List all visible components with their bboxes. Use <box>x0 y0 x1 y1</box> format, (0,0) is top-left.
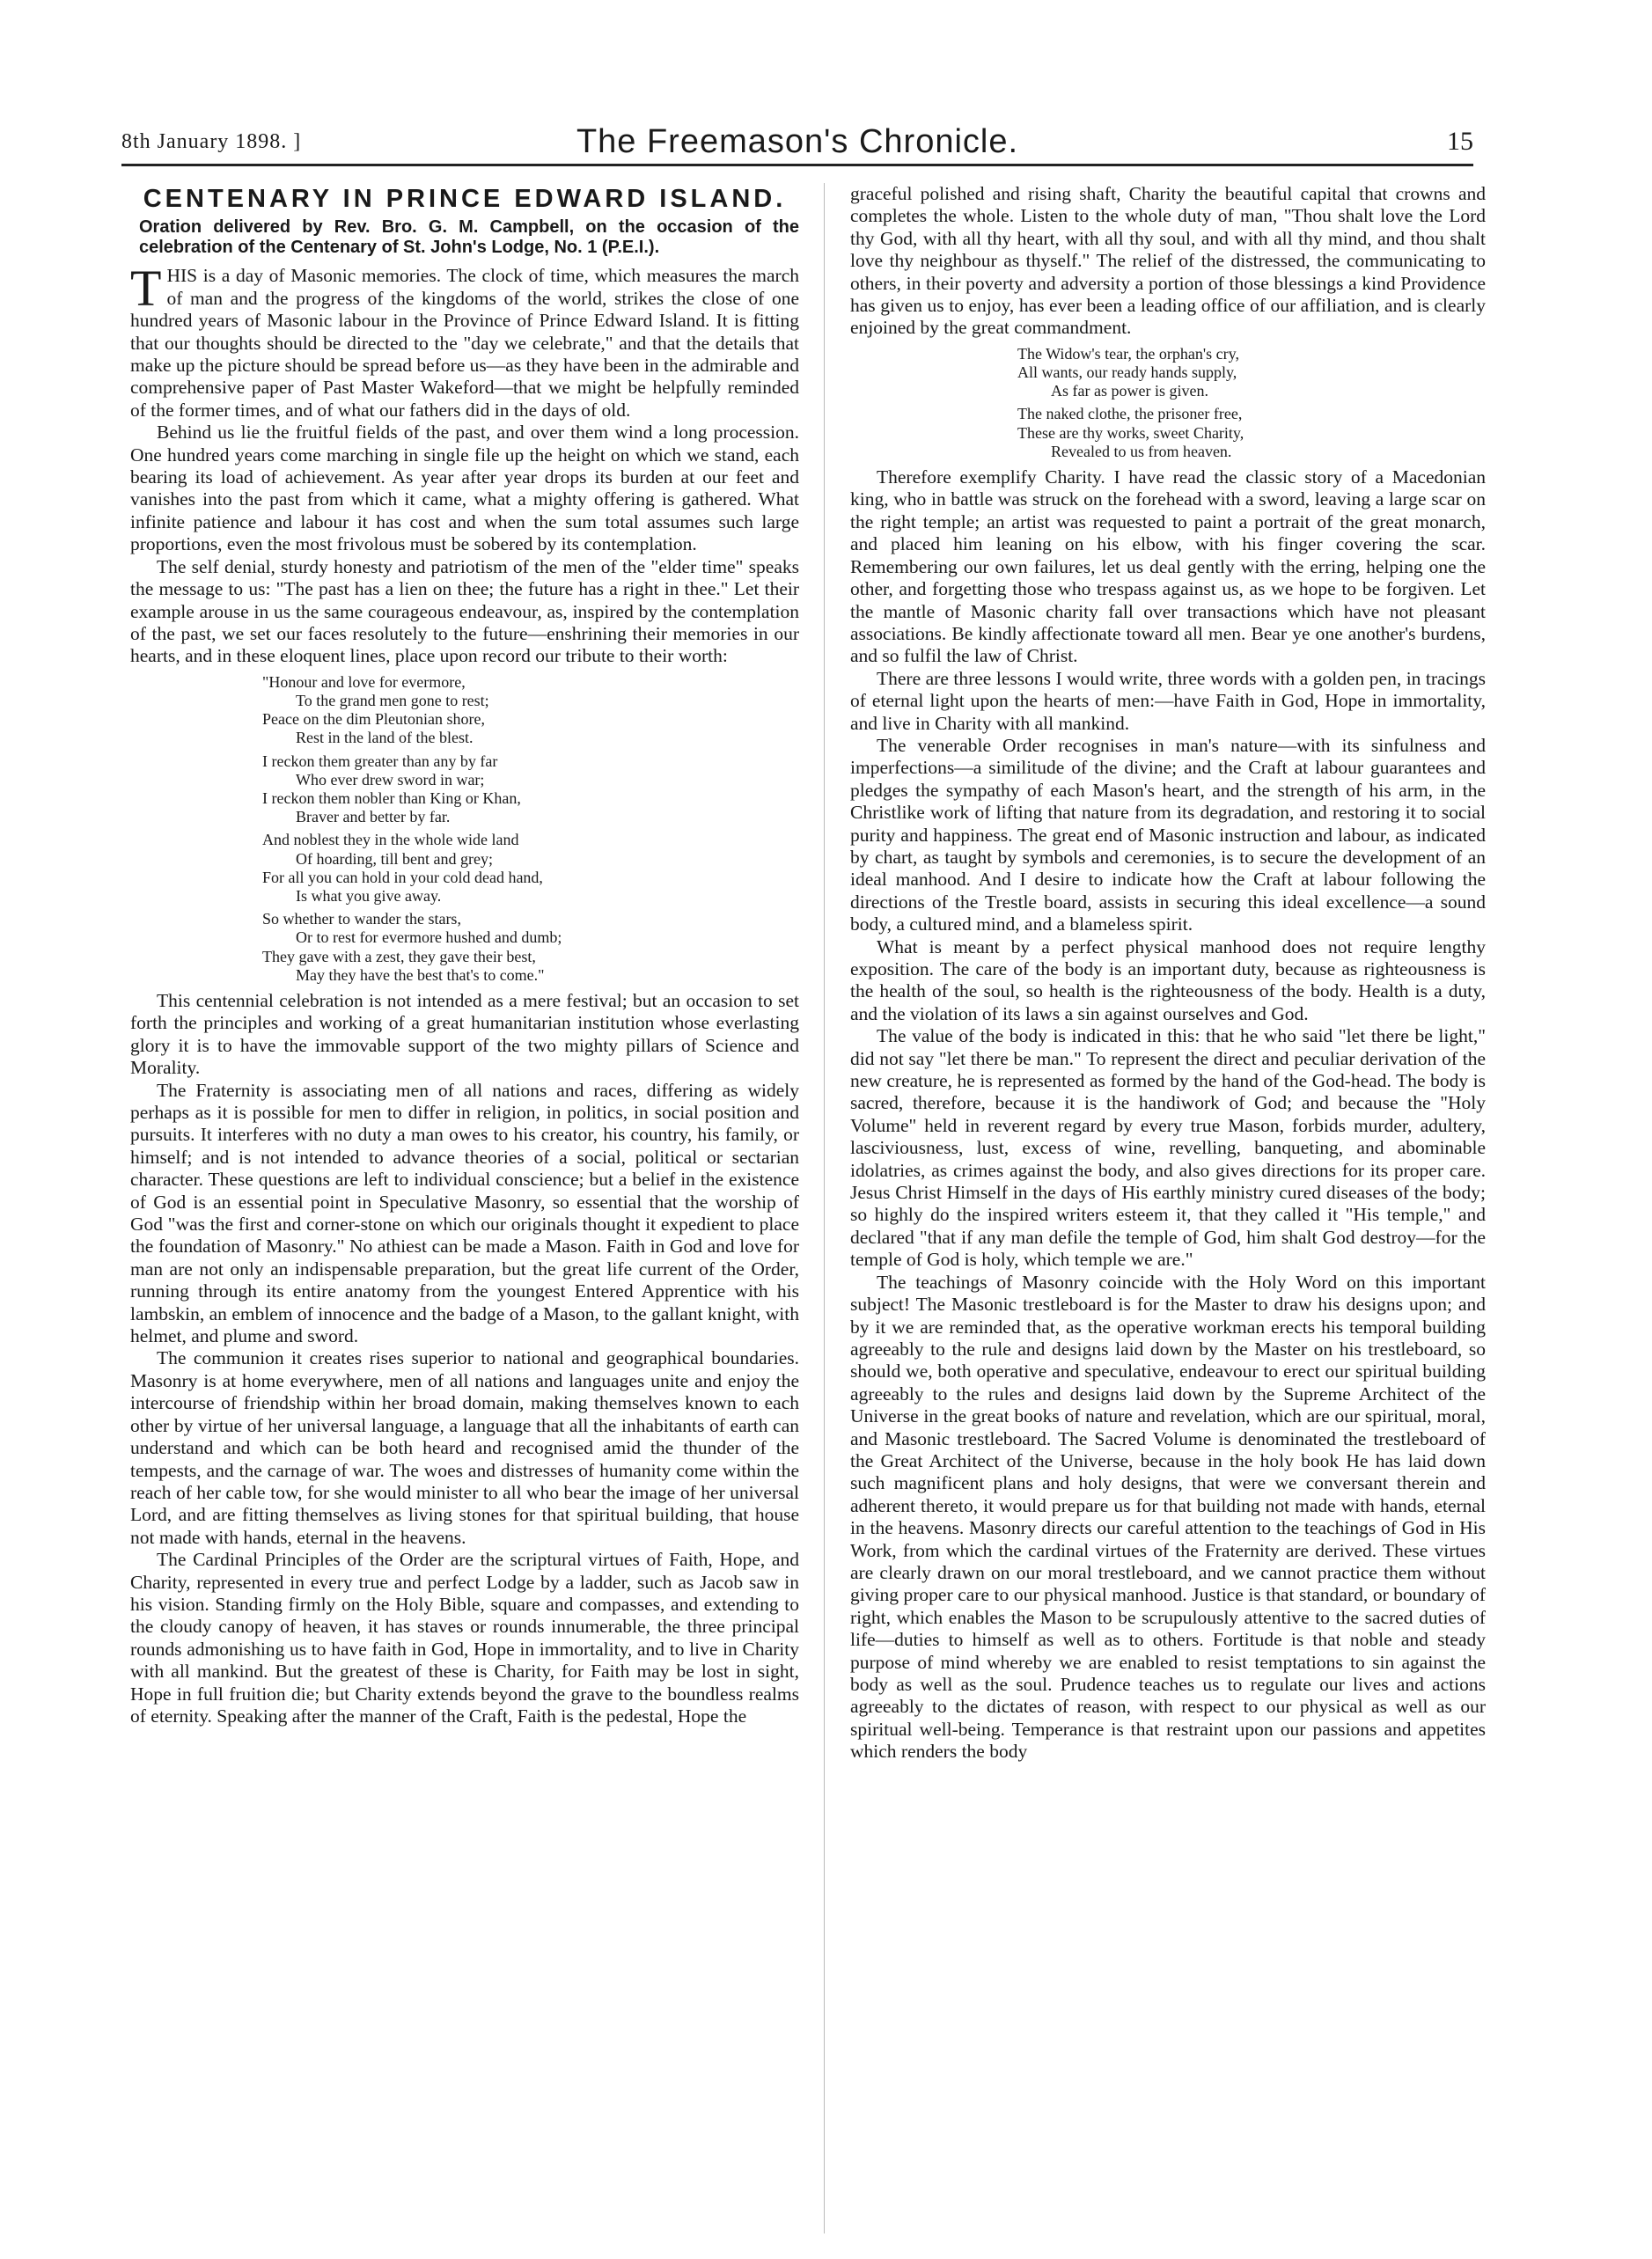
poem-stanza: I reckon them greater than any by far Who ever drew sword in war; I reckon them nobler than King or Khan, Braver and better by far. <box>262 752 521 826</box>
paragraph: The teachings of Masonry coincide with the Holy Word on this important subject! The Masonic trestleboard is for the Master to draw his designs upon; and by it we are reminded that, as the operative workman erects his temporal building agreeably to the rule and designs laid down by the Master on his trestleboard, so should we, both operative and speculative, endeavour to erect our spiritual building agreeably to the rules and designs laid down by the Supreme Architect of the Universe in the great books of nature and revelation, which are our spiritual, moral, and Masonic trestleboard. The Sacred Volume is denominated the trestleboard of the Great Architect of the Universe, because in the holy book He has laid down such magnificent plans and holy designs, that were we conversant therein and adherent thereto, it would prepare us for that building not made with hands, eternal in the heavens. Masonry directs our careful attention to the teachings of God in His Work, from which the cardinal virtues of the Fraternity are derived. These virtues are clearly drawn on our moral trestleboard, and we cannot practice them without giving proper care to our physical manhood. Justice is that standard, or boundary of right, which enables the Mason to be scrupulously attentive to the sacred duties of life—duties to himself as well as to others. Fortitude is that noble and steady purpose of mind whereby we are enabled to resist temptations to sin against the body as well as the soul. Prudence teaches us to regulate our lives and actions agreeably to the dictates of reason, with respect to our physical as well as our spiritual well-being. Temperance is that restraint upon our passions and appetites which renders the body <box>850 1271 1486 1763</box>
article-subtitle: Oration delivered by Rev. Bro. G. M. Campbell, on the occasion of the celebration of the Centenary of St. John's Lodge, No. 1 (P.E.I.). <box>139 217 799 258</box>
paragraph: The Fraternity is associating men of all nations and races, differing as widely perhaps as it is possible for men to differ in religion, in politics, in social position and pursuits. It interferes with no duty a man owes to his creator, his country, his family, or himself; and is not intended to advance theories of a social, political or sectarian character. These questions are left to individual conscience; but a belief in the existence of God is an essential point in Speculative Masonry, so essential that the worship of God "was the first and corner-stone on which our originals thought it expedient to place the foundation of Masonry." No athiest can be made a Mason. Faith in God and love for man are not only an indispensable preparation, but the great life current of the Order, running through its entire anatomy from the youngest Entered Apprentice with his lambskin, an emblem of innocence and the badge of a Mason, to the gallant knight, with helmet, and plume and sword. <box>130 1079 799 1347</box>
page-number: 15 <box>1447 127 1473 156</box>
paragraph: There are three lessons I would write, three words with a golden pen, in tracings of eternal light upon the hearts of men:—have Faith in God, Hope in immortality, and live in Charity with all mankind. <box>850 667 1486 734</box>
paragraph: The value of the body is indicated in this: that he who said "let there be light," did not say "let there be man." To represent the direct and peculiar derivation of the new creature, he is represented as formed by the hand of the God-head. The body is sacred, therefore, because it is the handiwork of God; and because the "Holy Volume" held in reverent regard by every true Mason, forbids murder, adultery, lasciviousness, lust, excess of wine, revelling, banqueting, and abominable idolatries, as crimes against the body, and also gives directions for its proper care. Jesus Christ Himself in the days of His earthly ministry cured diseases of the body; so highly do the inspired writers esteem it, that they called it "His temple," and declared "that if any man defile the temple of God, him shalt God destroy—for the temple of God is holy, which temple we are." <box>850 1025 1486 1271</box>
poem-stanza: The Widow's tear, the orphan's cry, All wants, our ready hands supply, As far as power is given. <box>1017 344 1239 400</box>
left-column <box>130 183 799 2233</box>
drop-cap: T <box>130 260 162 318</box>
paragraph: Behind us lie the fruitful fields of the past, and over them wind a long procession. One hundred years come marching in single file up the height on which we stand, each bearing its load of achievement. As year after year drops its burden at our feet and vanishes into the past from which it came, what a mighty offering is gathered. What infinite patience and labour it has cost and when the sum total assumes such large proportions, even the most frivolous must be sobered by its contemplation. <box>130 422 799 555</box>
paragraph: What is meant by a perfect physical manhood does not require lengthy exposition. The care of the body is an important duty, because as righteousness is the health of the soul, so health is the righteousness of the body. Health is a duty, and the violation of its laws a sin against ourselves and God. <box>850 935 1486 1024</box>
paragraph: THIS is a day of Masonic memories. The clock of time, which measures the march of man and the progress of the kingdoms of the world, strikes the close of one hundred years of Masonic labour in the Province of Prince Edward Island. It is fitting that our thoughts should be directed to the "day we celebrate," and that the details that make up the picture should be spread before us—as they have been in the admirable and comprehensive paper of Past Master Wakeford—that we might be helpfully reminded of the former times, and of what our fathers did in the days of old. <box>130 260 799 421</box>
paragraph: The communion it creates rises superior to national and geographical boundaries. Masonry is at home everywhere, men of all nations and languages unite and enjoy the intercourse of friendship within her broad domain, making themselves known to each other by virtue of her universal language, a language that all the inhabitants of earth can understand and which can be both heard and recognised amid the thunder of the tempests, and the carnage of war. The woes and distresses of humanity come within the reach of her cable tow, for she would minister to all who bear the image of her universal Lord, and are fitting themselves as living stones for that spiritual building, that house not made with hands, eternal in the heavens. <box>130 1347 799 1548</box>
paragraph: This centennial celebration is not intended as a mere festival; but an occasion to set forth the principles and working of a great humanitarian institution whose everlasting glory it is to have the immovable support of the two mighty pillars of Science and Morality. <box>130 989 799 1079</box>
poem-stanza: "Honour and love for evermore, To the grand men gone to rest; Peace on the dim Pleutonian shore, Rest in the land of the blest. <box>262 672 489 747</box>
paragraph: graceful polished and rising shaft, Charity the beautiful capital that crowns and completes the whole. Listen to the whole duty of man, "Thou shalt love the Lord thy God, with all thy heart, with all thy soul, and with all thy mind, and thou shalt love thy neighbour as thyself." The relief of the distressed, the communicating to others, in their poverty and adversity a portion of those blessings a kind Providence has given us to enjoy, has ever been a leading office of our affiliation, and is clearly enjoined by the great commandment. <box>850 183 1486 339</box>
paragraph: Therefore exemplify Charity. I have read the classic story of a Macedonian king, who in battle was struck on the forehead with a sword, leaving a large scar on the right temple; an artist was requested to paint a portrait of the great monarch, and placed him leaning on his elbow, with his finger covering the scar. Remembering our own failures, let us deal gently with the erring, helping one the other, and forgetting those who trespass against us, as we hope to be forgiven. Let the mantle of Masonic charity fall over transactions which have not pleasant associations. Be kindly affectionate toward all men. Bear ye one another's burdens, and so fulfil the law of Christ. <box>850 466 1486 667</box>
paragraph: The self denial, sturdy honesty and patriotism of the men of the "elder time" speaks the message to us: "The past has a lien on thee; the future has a right in thee." Let their example arouse in us the same courageous endeavour, as, inspired by the contemplation of the past, we set our faces resolutely to the future—enshrining their memories in our hearts, and in these eloquent lines, place upon record our tribute to their worth: <box>130 555 799 667</box>
issue-date: 8th January 1898. ] <box>121 130 302 153</box>
poem-honour-and-love <box>262 673 799 985</box>
column-divider <box>824 183 825 2233</box>
paragraph: The venerable Order recognises in man's nature—with its sinfulness and imperfections—a similitude of the divine; and the Craft at labour guarantees and pledges the sympathy of each Mason's heart, and the strength of his arm, in the Christlike work of lifting that nature from its degradation, and restoring it to social purity and happiness. The great end of Masonic instruction and labour, as indicated by chart, as taught by symbols and ceremonies, is to secure the development of an ideal manhood. And I desire to indicate how the Craft at labour following the directions of the Trestle board, assists in securing this ideal excellence—a sound body, a cultured mind, and a blameless spirit. <box>850 734 1486 935</box>
publication-title: The Freemason's Chronicle. <box>576 123 1019 160</box>
article-title: CENTENARY IN PRINCE EDWARD ISLAND. <box>143 185 787 213</box>
right-column <box>850 183 1486 2233</box>
paragraph: The Cardinal Principles of the Order are the scriptural virtues of Faith, Hope, and Charity, represented in every true and perfect Lodge by a ladder, such as Jacob saw in his vision. Standing firmly on the Holy Bible, square and compasses, and extending to the cloudy canopy of heaven, it has staves or rounds innumerable, the three principal rounds admonishing us to have faith in God, Hope in immortality, and to live in Charity with all mankind. But the greatest of these is Charity, for Faith may be lost in sight, Hope in full fruition die; but Charity extends beyond the grave to the boundless realms of eternity. Speaking after the manner of the Craft, Faith is the pedestal, Hope the <box>130 1549 799 1727</box>
poem-charity <box>1017 345 1486 461</box>
poem-stanza: And noblest they in the whole wide land Of hoarding, till bent and grey; For all you can hold in your cold dead hand, Is what you give away. <box>262 831 543 905</box>
page-header <box>121 123 1473 166</box>
poem-stanza: So whether to wander the stars, Or to rest for evermore hushed and dumb; They gave with a zest, they gave their best, May they have the best that's to come." <box>262 910 562 984</box>
poem-stanza: The naked clothe, the prisoner free, These are thy works, sweet Charity, Revealed to us from heaven. <box>1017 405 1245 460</box>
